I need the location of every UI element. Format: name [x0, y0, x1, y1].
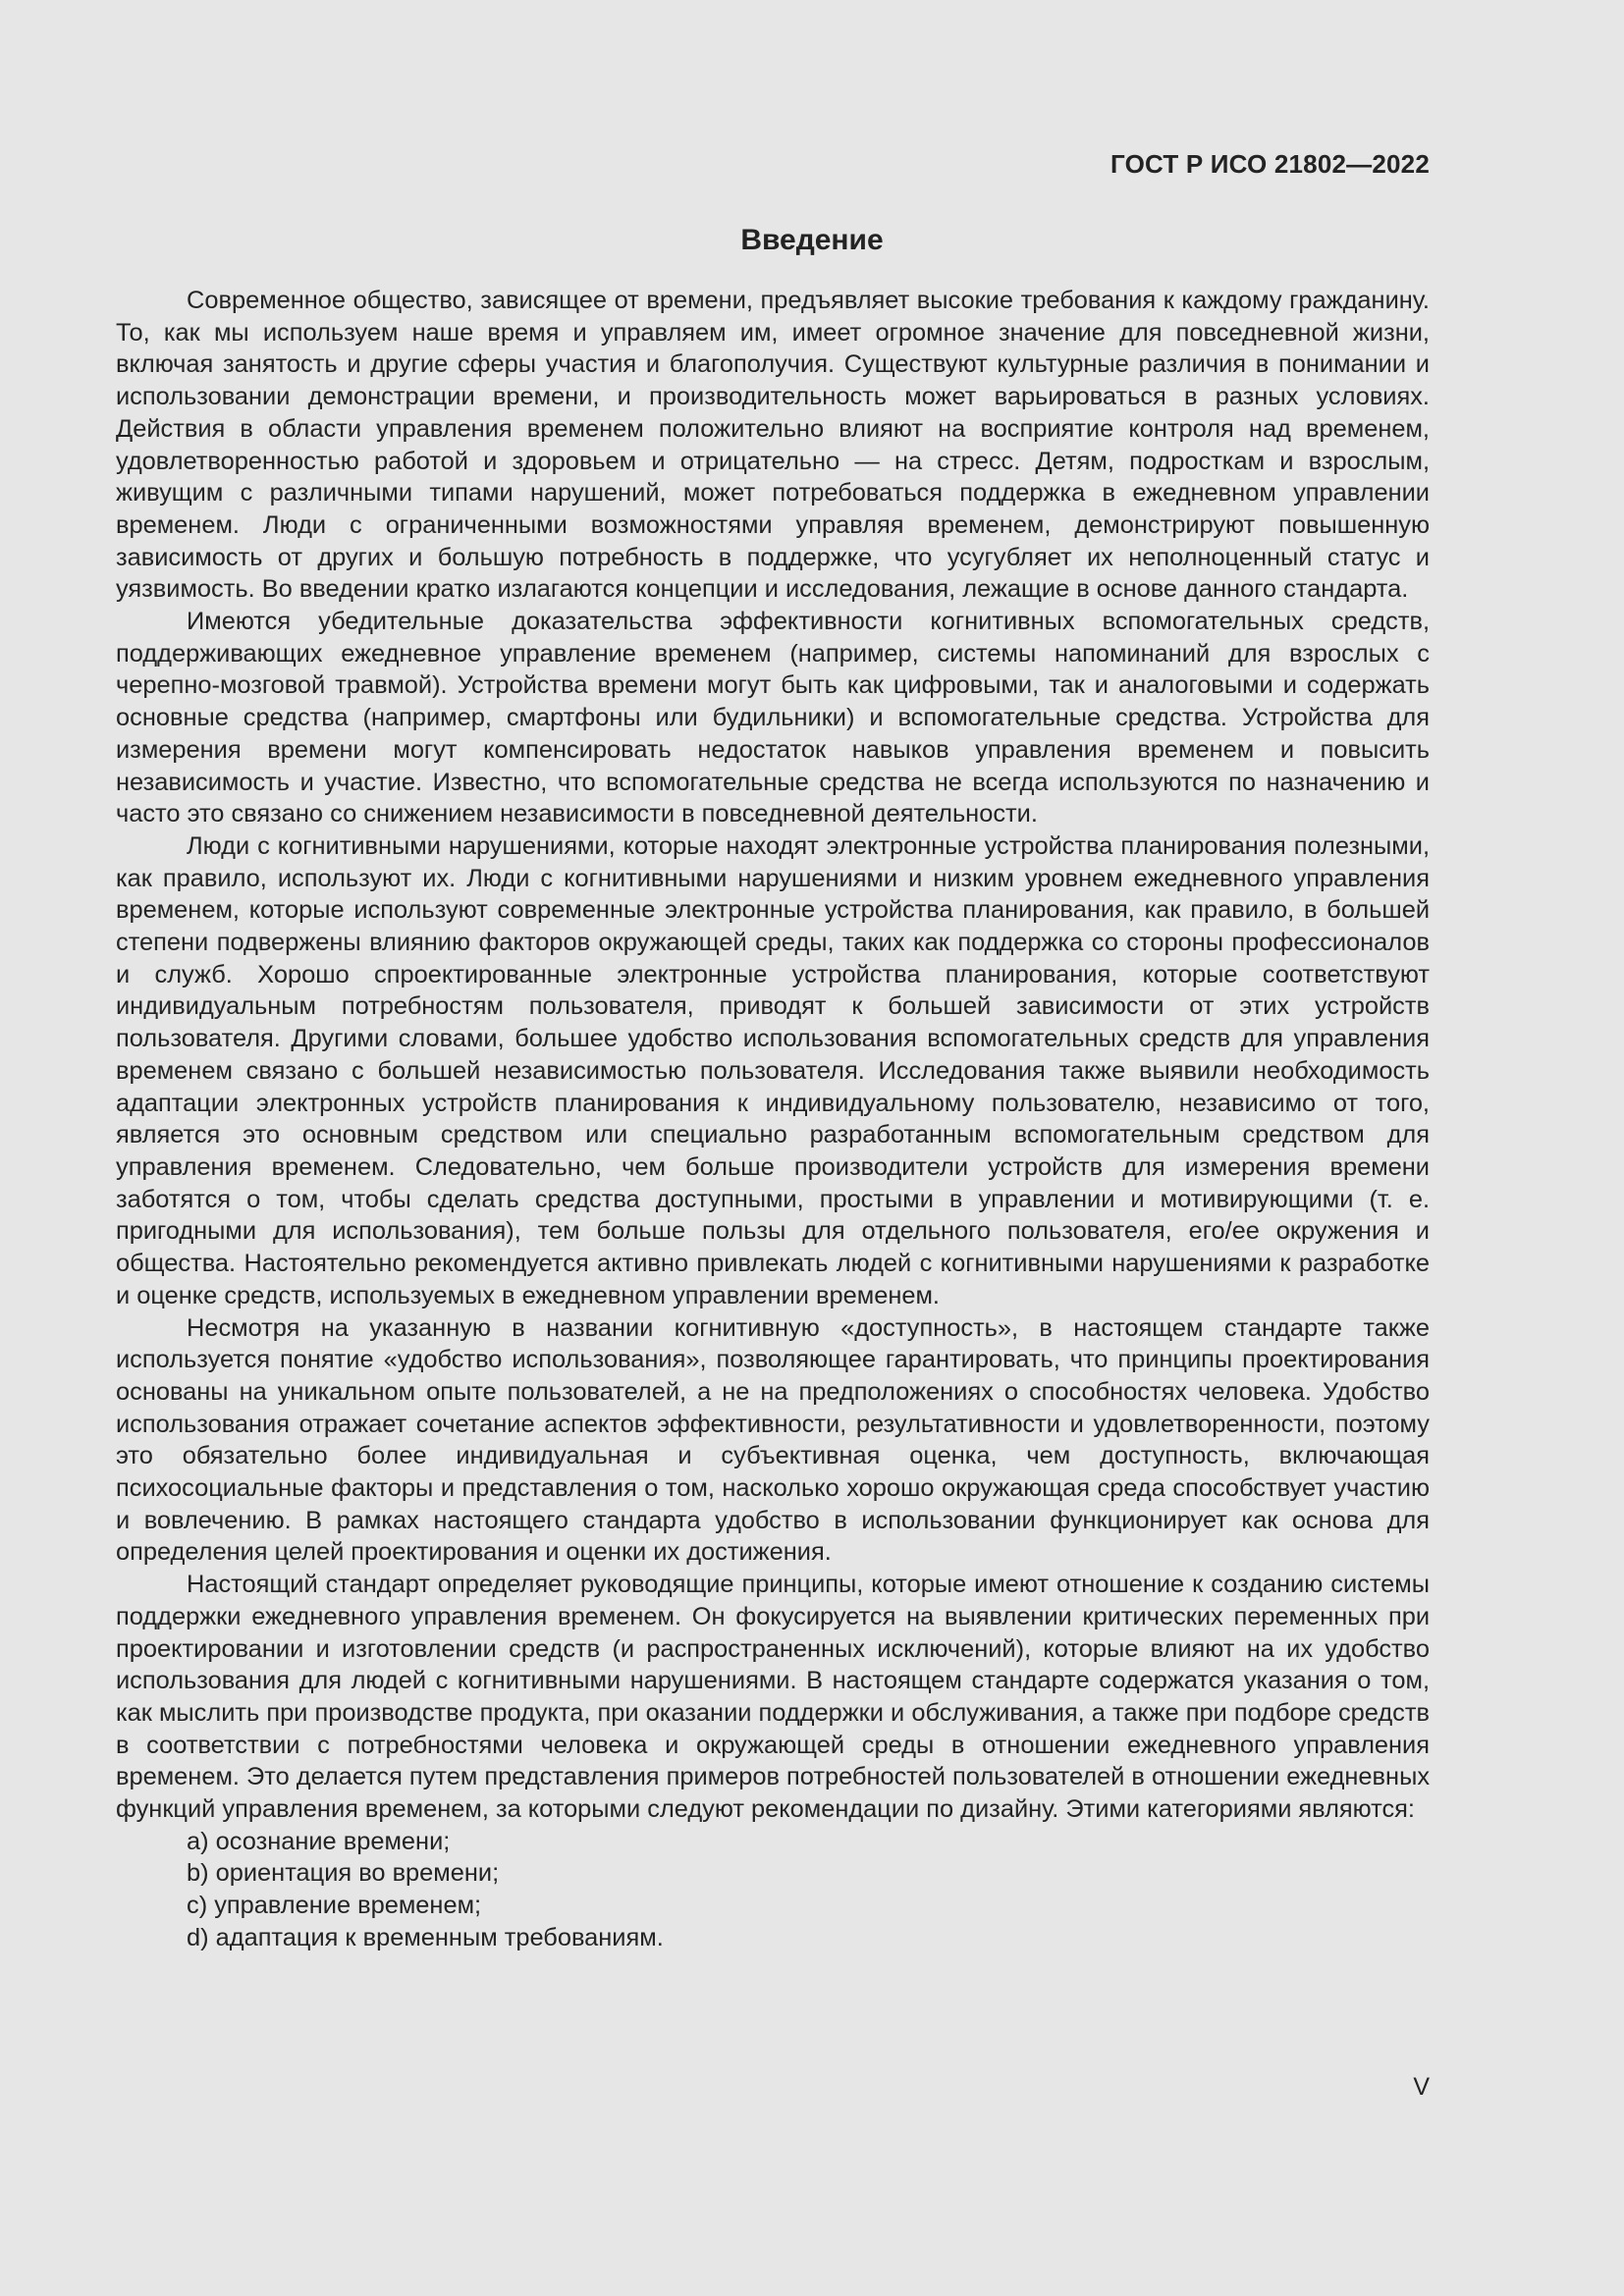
list-item: d) адаптация к временным требованиям.	[187, 1923, 664, 1951]
document-code: ГОСТ Р ИСО 21802—2022	[1110, 149, 1430, 179]
paragraph-1: Современное общество, зависящее от времени, предъявляет высокие требования к каждому гражданину. То, как мы используем наше время и управляем им, имеет огромное значение для повседневной жизни, включая занятость и другие сферы участия и благополучия. Существуют культурные различия в понимании и использовании демонстрации времени, и производительность может варьироваться в разных условиях. Действия в области управления временем положительно влияют на восприятие контроля над временем, удовлетворенностью работой и здоровьем и отрицательно — на стресс. Детям, подросткам и взрослым, живущим с различными типами нарушений, может потребоваться поддержка в ежедневном управлении временем. Люди с ограниченными возможностями управляя временем, демонстрируют повышенную зависимость от других и большую потребность в поддержке, что усугубляет их неполноценный статус и уязвимость. Во введении кратко излагаются концепции и исследования, лежащие в основе данного стандарта.	[116, 287, 1430, 604]
paragraph-2: Имеются убедительные доказательства эффективности когнитивных вспомогательных средств, поддерживающих ежедневное управление временем (например, системы напоминаний для взрослых с черепно-мозговой травмой). Устройства времени могут быть как цифровыми, так и аналоговыми и содержать основные средства (например, смартфоны или будильники) и вспомогательные средства. Устройства для измерения времени могут компенсировать недостаток навыков управления временем и повысить независимость и участие. Известно, что вспомогательные средства не всегда используются по назначению и часто это связано со снижением независимости в повседневной деятельности.	[116, 608, 1430, 828]
page-number: V	[1413, 2073, 1430, 2101]
paragraph-3: Люди с когнитивными нарушениями, которые находят электронные устройства планирования полезными, как правило, используют их. Люди с когнитивными нарушениями и низким уровнем ежедневного управления временем, которые используют современные электронные устройства планирования, как правило, в большей степени подвержены влиянию факторов окружающей среды, таких как поддержка со стороны профессионалов и служб. Хорошо спроектированные электронные устройства планирования, которые соответствуют индивидуальным потребностям пользователя, приводят к большей зависимости от этих устройств пользователя. Другими словами, большее удобство использования вспомогательных средств для управления временем связано с большей независимостью пользователя. Исследования также выявили необходимость адаптации электронных устройств планирования к индивидуальному пользователю, независимо от того, является это основным средством или специально разработанным вспомогательным средством для управления временем. Следовательно, чем больше производители устройств для измерения времени заботятся о том, чтобы сделать средства доступными, простыми в управлении и мотивирующими (т. е. пригодными для использования), тем больше пользы для отдельного пользователя, его/ее окружения и общества. Настоятельно рекомендуется активно привлекать людей с когнитивными нарушениями к разработке и оценке средств, используемых в ежедневном управлении временем.	[116, 831, 1430, 1309]
list-item: c) управление временем;	[187, 1892, 482, 1920]
section-title: Введение	[740, 224, 884, 256]
category-list	[116, 1826, 1430, 1954]
list-item: a) осознание времени;	[187, 1827, 451, 1855]
list-item: b) ориентация во времени;	[187, 1859, 500, 1888]
paragraph-4: Несмотря на указанную в названии когнитивную «доступность», в настоящем стандарте также используется понятие «удобство использования», позволяющее гарантировать, что принципы проектирования основаны на уникальном опыте пользователей, а не на предположениях о способностях человека. Удобство использования отражает сочетание аспектов эффективности, результативности и удовлетворенности, поэтому это обязательно более индивидуальная и субъективная оценка, чем доступность, включающая психосоциальные факторы и представления о том, насколько хорошо окружающая среда способствует участию и вовлечению. В рамках настоящего стандарта удобство в использовании функционирует как основа для определения целей проектирования и оценки их достижения.	[116, 1313, 1430, 1567]
document-body	[116, 285, 1430, 1954]
paragraph-5: Настоящий стандарт определяет руководящие принципы, которые имеют отношение к созданию системы поддержки ежедневного управления временем. Он фокусируется на выявлении критических переменных при проектировании и изготовлении средств (и распространенных исключений), которые влияют на их удобство использования для людей с когнитивными нарушениями. В настоящем стандарте содержатся указания о том, как мыслить при производстве продукта, при оказании поддержки и обслуживания, а также при подборе средств в соответствии с потребностями человека и окружающей среды в отношении ежедневного управления временем. Это делается путем представления примеров потребностей пользователей в отношении ежедневных функций управления временем, за которыми следуют рекомендации по дизайну. Этими категориями являются:	[116, 1571, 1431, 1824]
